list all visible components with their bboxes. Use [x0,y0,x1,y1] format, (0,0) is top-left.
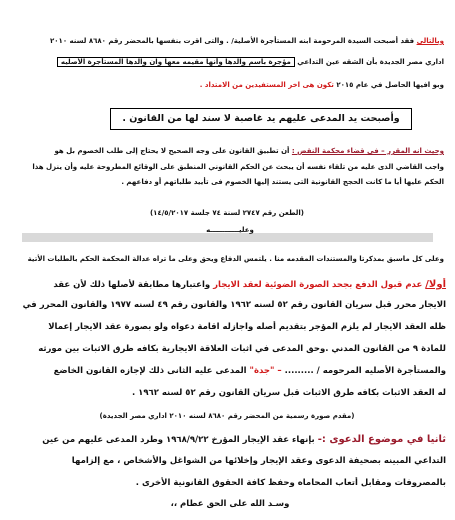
para2-line3: الحكم عليها أيا ما كانت الحجج القانونية التى يستند إليها الخصوم فى تأييد طلباتهم أو دفاعهم . [121,178,444,186]
intro: وعلى كل ماسبق بمذكرتا والمستندات المقدمه منا . يلتمس الدفاع ويحق وعلى ما تراه عدالة المحكمة الحكم بالطلبات الأتية [27,255,444,263]
citation: (الطعن رقم ٢٧٤٧ لسنة ٧٤ جلسة ١٤/٥/٢٠١٧) [149,209,305,217]
para1-line3 [10,80,444,90]
req2-line2: التداعي المبينه بصحيفة الدعوى وعقد الإيجار وإخلائها من الشواغل والأشخاص ، مع إلزامها [71,456,446,466]
req2-line1 [6,433,446,447]
para1-line1-text: فقد أصبحت السيدة المرحومة ابنه المستأجرة الأصلية/ . والتى اقرت بنفسها بالمحضر رقم ٨٦٨٠ لسنه ٢٠١٠ [50,37,415,45]
para2-lead: وحيث انه المقرر – فى قضاء محكمة النقض : [291,147,444,155]
req1-line4: للمادة ٩ من القانون المدني .وحق المدعى في اثبات العلاقة الايجارية بكافه طرق الاثبات بين مورثه [38,344,446,354]
para1-line1 [10,36,444,46]
req1-line5-red: – "جدة" [249,366,282,376]
req1-line2: الايجار محرر قبل سريان القانون رقم ٥٢ لسنه ١٩٦٢ والقانون رقم ٤٩ لسنه ١٩٧٧ والقانون المحرر في [22,300,446,310]
para2-line1 [10,146,444,156]
req1-line6: له العقد الاثبات بكافه طرق الاثبات قبل سريان القانون رقم ٥٢ لسنه ١٩٦٢ . [131,388,446,398]
para1-boxed-text: مؤجرة باسم والدها وأنها مقيمه معها وان والدها المستأجرة الأصليه [57,57,295,67]
req1-line5-text: والمستأجرة الأصليه المرحومه / ......... [284,366,446,376]
req1-line7: (مقدم صورة رسمية من المحضر رقم ٨٦٨٠ لسنه ٢٠١٠ اداري مصر الجديدة) [99,412,355,420]
para1-line3-text: وبو افيها الحاصل في عام ٢٠١٥ [336,81,444,89]
closing: وسـد الله على الحق عطام ،، [170,499,290,509]
para1-lead: وبالتالى [416,37,444,45]
req1-line5-text2: المدعى عليه الثانى ذلك لإجازه القانون الخاضع [53,366,247,376]
req1-line5 [6,365,446,378]
heading: وعليــــــــــــه [206,226,254,234]
req1-line1-red: عدم قبول الدفع بجحد الصورة الضوئية لعقد الايجار [213,280,423,290]
req1-label: أولا/ [425,279,446,290]
para1-line2-text: اداري مصر الجديدة بأن الشقه عين التداعي [297,58,444,66]
para1-line2 [10,57,444,67]
req2-line3: بالمصروفات ومقابل أتعاب المحاماه وحفظ كافة الحقوق القانونية الأخرى . [135,478,446,488]
req2-line1-text: بإنهاء عقد الإيجار المؤرخ ١٩٦٨/٩/٢٢ وطرد المدعى عليهم من عين [42,435,315,445]
req1-line3: ظله العقد الايجار لم يلزم المؤجر بتقديم أصله واجازله اقامة دعواه ولو بصورة عقد الايجار إعمالا [48,322,446,332]
para2-line1-text: أن تطبيق القانون على وجه الصحيح لا يحتاج إلى طلب الخصوم بل هو [54,147,290,155]
req1-line1-text: واعتبارها مطابقة لأصلها ذلك لأن عقد [53,280,211,290]
req2-label: ثانيا في موضوع الدعوى :- [317,434,446,445]
para1-line3-red: تكون هى اخر المستفيدين من الامتداد . [199,81,334,89]
statement-box: وأصبحت يد المدعى عليهم يد غاصبة لا سند لها من القانون . [110,108,412,130]
para2-line2: واجب القاضي الذى عليه من تلقاء نفسه أن يبحث عن الحكم القانوني المنطبق على الوقائع المطروحة عليه وأن ينزل هذا [32,163,444,171]
req1-line1 [6,278,446,292]
